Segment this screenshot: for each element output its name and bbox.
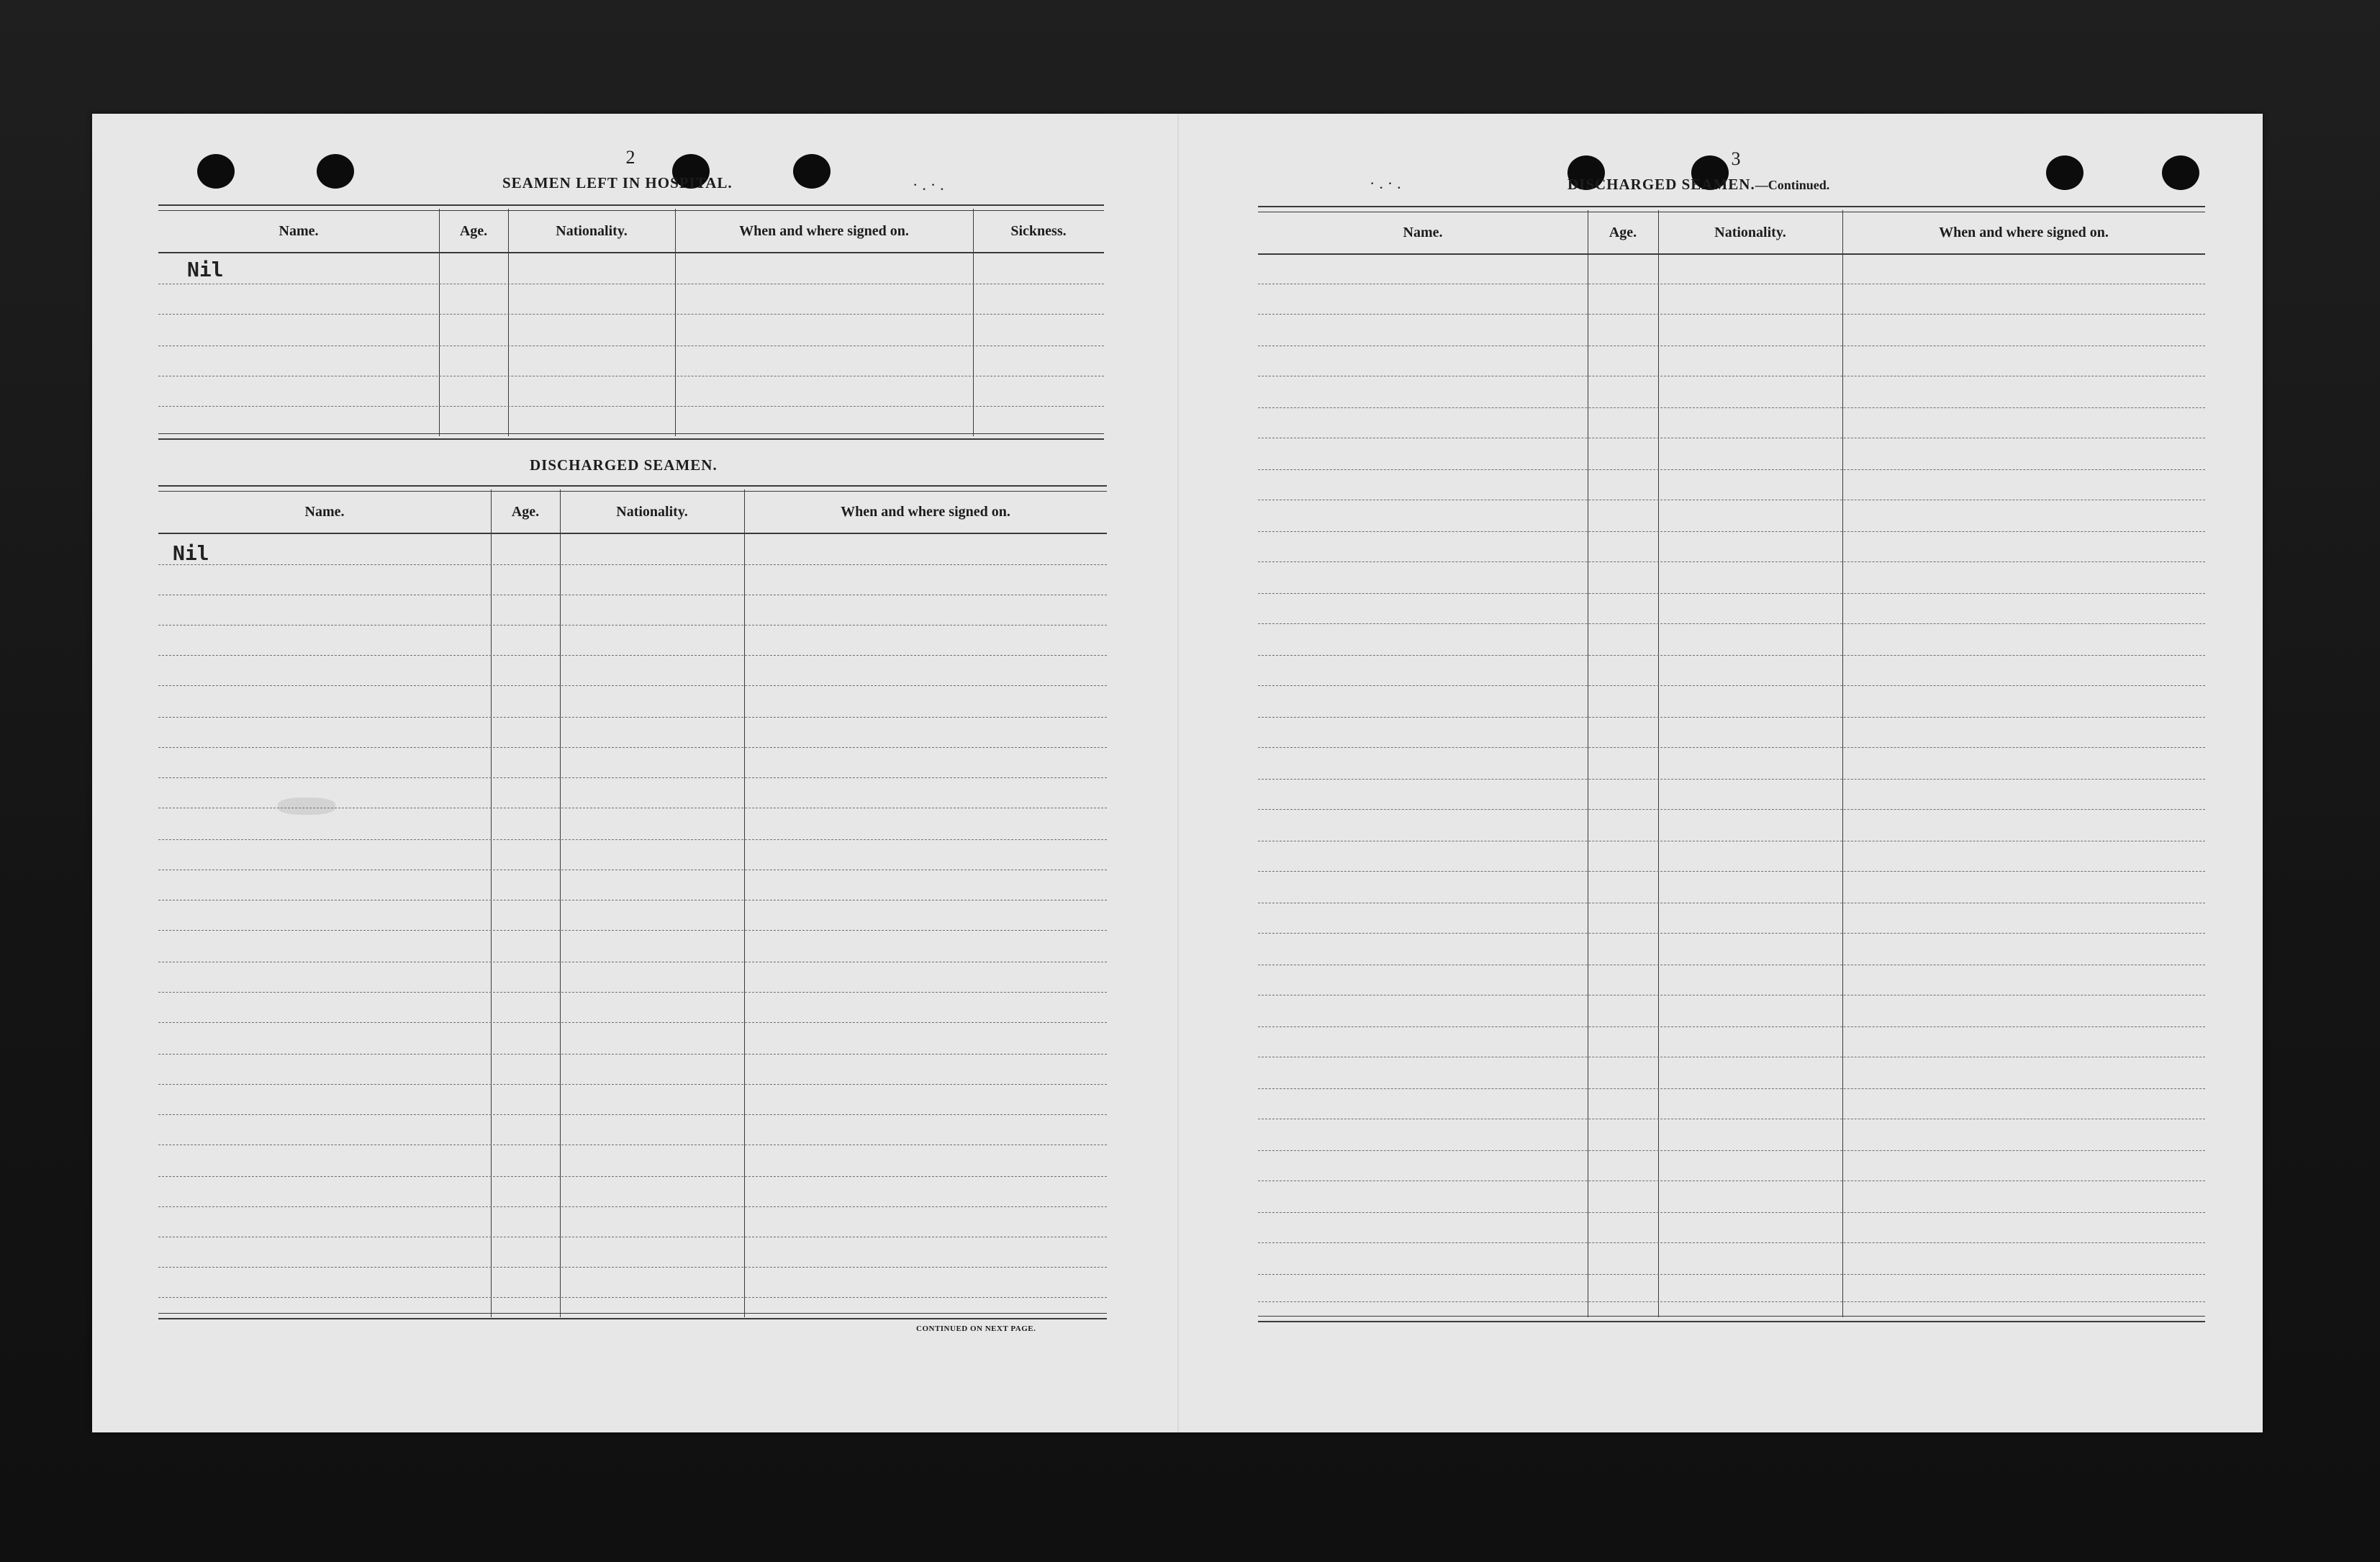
- punch-hole: [197, 154, 235, 189]
- column-header-name: Name.: [1403, 225, 1443, 240]
- ruled-line: [1258, 531, 2205, 532]
- column-header-nationality: Nationality.: [616, 504, 688, 520]
- scan-specks: ·.·.: [913, 176, 949, 194]
- table-top-rule: [158, 485, 1107, 492]
- ruled-line: [1258, 871, 2205, 872]
- title-suffix: —Continued.: [1755, 178, 1830, 192]
- hospital-section-title: SEAMEN LEFT IN HOSPITAL.: [502, 174, 733, 191]
- ruled-line: [1258, 561, 2205, 562]
- ledger-sheet: [92, 114, 2263, 1432]
- ruled-line: [1258, 717, 2205, 718]
- column-header-sickness: Sickness.: [1010, 223, 1067, 239]
- column-header-name: Name.: [279, 223, 319, 239]
- ink-smudge: [278, 798, 335, 815]
- table-bottom-rule: [158, 433, 1104, 440]
- left-page: [92, 114, 1177, 1432]
- ruled-line: [1258, 655, 2205, 656]
- column-divider: [675, 209, 676, 436]
- ruled-line: [1258, 469, 2205, 470]
- punch-hole: [2046, 155, 2083, 190]
- column-divider: [491, 489, 492, 1317]
- punch-hole: [793, 154, 831, 189]
- ruled-line: [158, 1206, 1107, 1207]
- discharged-table: [158, 485, 1107, 1324]
- ruled-line: [158, 314, 1104, 315]
- ruled-line: [158, 1176, 1107, 1177]
- ruled-line: [1258, 1301, 2205, 1302]
- right-page: [1179, 114, 2263, 1432]
- ruled-line: [1258, 779, 2205, 780]
- column-divider: [560, 489, 561, 1317]
- header-rule: [158, 252, 1104, 253]
- discharged-entry: Nil: [173, 541, 209, 565]
- ruled-line: [158, 1297, 1107, 1298]
- ruled-line: [158, 1267, 1107, 1268]
- ruled-line: [158, 625, 1107, 626]
- ruled-line: [1258, 314, 2205, 315]
- ruled-line: [1258, 623, 2205, 624]
- column-divider: [508, 209, 509, 436]
- ruled-line: [1258, 809, 2205, 810]
- page-number: 2: [625, 147, 635, 168]
- ruled-line: [1258, 1242, 2205, 1243]
- ruled-line: [158, 930, 1107, 931]
- ruled-line: [1258, 1026, 2205, 1027]
- ruled-line: [158, 655, 1107, 656]
- ruled-line: [158, 1114, 1107, 1115]
- punch-hole: [317, 154, 354, 189]
- table-bottom-rule: [158, 1313, 1107, 1319]
- column-header-name: Name.: [304, 504, 345, 520]
- punch-hole: [2162, 155, 2199, 190]
- column-header-age: Age.: [459, 223, 488, 239]
- table-top-rule: [1258, 206, 2205, 212]
- ruled-line: [158, 717, 1107, 718]
- ruled-line: [158, 992, 1107, 993]
- ruled-line: [158, 1054, 1107, 1055]
- column-divider: [744, 489, 745, 1317]
- title-text: DISCHARGED SEAMEN.: [1567, 176, 1755, 193]
- ruled-line: [1258, 1180, 2205, 1181]
- ruled-line: [1258, 407, 2205, 408]
- hospital-table: [158, 204, 1104, 443]
- column-header-nationality: Nationality.: [1714, 225, 1786, 240]
- column-header-signed-on: When and where signed on.: [1939, 225, 2109, 240]
- discharged-continued-title: [1567, 176, 1829, 194]
- header-rule: [158, 533, 1107, 534]
- column-divider: [439, 209, 440, 436]
- ruled-line: [1258, 933, 2205, 934]
- scan-specks: ·.·.: [1370, 174, 1406, 192]
- ruled-line: [158, 564, 1107, 565]
- ruled-line: [1258, 1212, 2205, 1213]
- ruled-line: [1258, 1274, 2205, 1275]
- table-bottom-rule: [1258, 1316, 2205, 1322]
- column-header-signed-on: When and where signed on.: [739, 223, 909, 239]
- ruled-line: [1258, 685, 2205, 686]
- header-rule: [1258, 253, 2205, 255]
- column-header-signed-on: When and where signed on.: [841, 504, 1010, 520]
- ruled-line: [158, 685, 1107, 686]
- column-header-nationality: Nationality.: [556, 223, 628, 239]
- page-number: 3: [1731, 148, 1741, 169]
- ruled-line: [158, 777, 1107, 778]
- hospital-entry: Nil: [187, 258, 224, 281]
- ruled-line: [158, 406, 1104, 407]
- column-header-age: Age.: [1608, 225, 1637, 240]
- column-divider: [973, 209, 974, 436]
- discharged-section-title: DISCHARGED SEAMEN.: [530, 456, 718, 474]
- ruled-line: [1258, 995, 2205, 996]
- table-top-rule: [158, 204, 1104, 211]
- ruled-line: [1258, 593, 2205, 594]
- continued-note: CONTINUED ON NEXT PAGE.: [916, 1324, 1036, 1333]
- ruled-line: [158, 1022, 1107, 1023]
- ruled-line: [1258, 1088, 2205, 1089]
- discharged-continued-table: [1258, 206, 2205, 1326]
- column-header-age: Age.: [511, 504, 540, 520]
- ruled-line: [1258, 1150, 2205, 1151]
- ruled-line: [158, 839, 1107, 840]
- ruled-line: [158, 747, 1107, 748]
- ruled-line: [158, 1084, 1107, 1085]
- ruled-line: [1258, 747, 2205, 748]
